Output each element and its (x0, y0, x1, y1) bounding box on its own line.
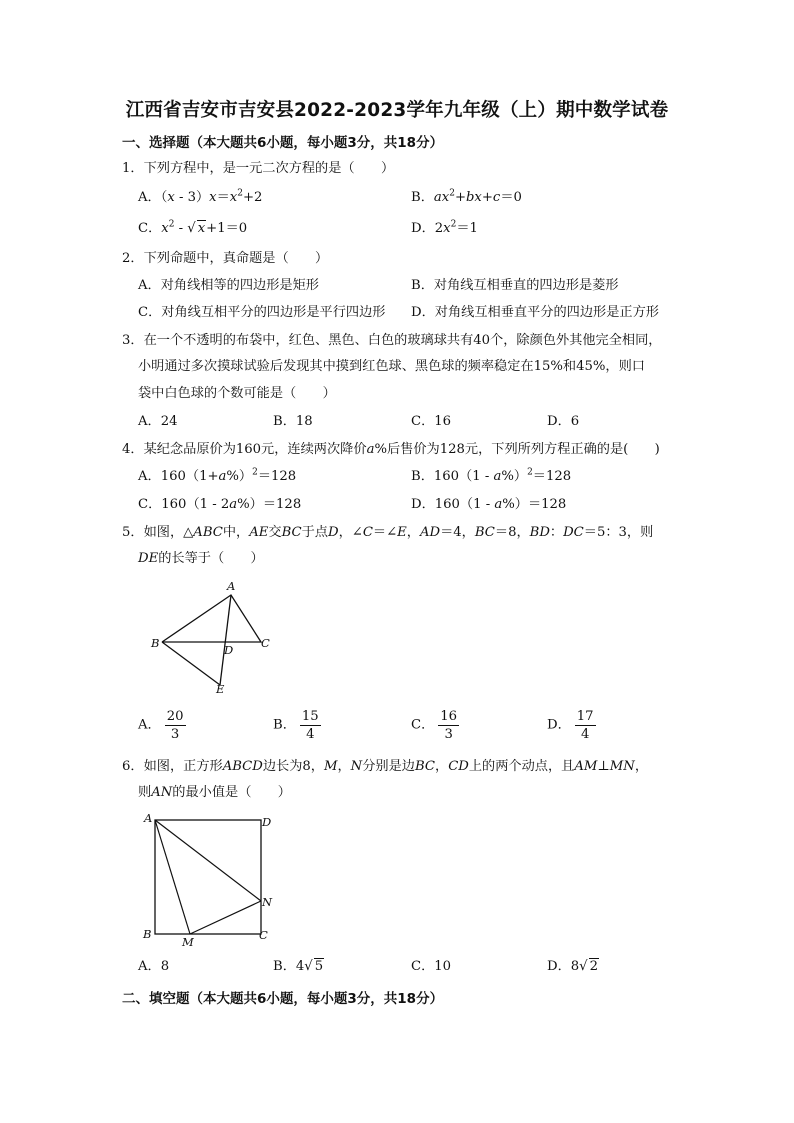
q5-triangle-figure (145, 575, 285, 700)
question-3-line-1: 3．在一个不透明的布袋中，红色、黑色、白色的玻璃球共有40个，除颜色外其他完全相同， (122, 333, 662, 348)
q4-option-b: B．160（1 - a%）$^2$＝128 (411, 467, 572, 484)
question-4-stem: 4．某纪念品原价为160元，连续两次降价a%后售价为128元，下列所列方程正确的是( ) (122, 442, 660, 457)
section-heading-choice: 一、选择题（本大题共6小题，每小题3分，共18分） (122, 135, 444, 151)
q6-segment-am (155, 820, 190, 934)
question-1-stem: 1．下列方程中，是一元二次方程的是（ ） (122, 161, 395, 176)
section-heading-fill-in: 二、填空题（本大题共6小题，每小题3分，共18分） (122, 991, 444, 1007)
exam-title: 江西省吉安市吉安县2022-2023学年九年级（上）期中数学试卷 (125, 100, 669, 121)
q4-option-c: C．160（1 - 2a%）＝128 (138, 497, 302, 512)
q6-option-d: D．8√ 2 (547, 959, 598, 974)
q6-label-d: D (262, 815, 272, 829)
q5-option-c: C． $\frac{16}{3}$ (411, 709, 458, 742)
q1-option-c: C．$x^2$ - √ x+1＝0 (138, 219, 248, 236)
q6-label-n: N (262, 895, 273, 909)
q5-label-e: E (216, 682, 225, 696)
q5-option-d: D． $\frac{17}{4}$ (547, 709, 594, 742)
q3-option-a: A．24 (138, 414, 178, 429)
q5-label-a: A (227, 579, 236, 593)
question-5-line-1: 5．如图，△ABC中，AE交BC于点D，∠C＝∠E，AD＝4，BC＝8，BD：DC＝5：3，则 (122, 525, 654, 540)
q3-option-b: B．18 (273, 414, 313, 429)
q5-label-c: C (261, 636, 270, 650)
q6-square-abcd (155, 820, 261, 934)
q5-triangle-lines (162, 595, 261, 642)
q5-label-b: B (151, 636, 160, 650)
q2-option-a: A．对角线相等的四边形是矩形 (138, 278, 319, 293)
q6-label-m: M (182, 935, 194, 949)
q6-option-a: A．8 (138, 959, 170, 974)
q5-option-b: B． $\frac{15}{4}$ (273, 709, 319, 742)
q6-label-b: B (143, 927, 152, 941)
q4-option-a: A．$160(1+a\%)^2=128$ (138, 467, 297, 484)
question-3-line-2: 小明通过多次摸球试验后发现其中摸到红色球、黑色球的频率稳定在15%和45%，则口 (138, 359, 645, 374)
question-6-line-2: 则AN的最小值是（ ） (138, 785, 291, 800)
q3-option-d: D．6 (547, 414, 580, 429)
q2-option-b: B．对角线互相垂直的四边形是菱形 (411, 278, 619, 293)
q2-option-c: C．对角线互相平分的四边形是平行四边形 (138, 305, 386, 320)
q1-option-a: A．$(x - 3)x=x^2+2$ (138, 188, 263, 205)
question-3-line-3: 袋中白色球的个数可能是（ ） (138, 386, 336, 401)
q6-label-c: C (259, 928, 268, 942)
q6-label-a: A (144, 811, 153, 825)
q6-segment-mn (190, 901, 261, 934)
q6-option-b: B．4√ 5 (273, 959, 324, 974)
q5-option-a: A． $\frac{20}{3}$ (138, 709, 184, 742)
q3-option-c: C．16 (411, 414, 452, 429)
q5-segment-be (162, 642, 220, 685)
question-2-stem: 2．下列命题中，真命题是（ ） (122, 251, 329, 266)
q1-option-d: D．$2x^2=1$ (411, 219, 478, 236)
question-5-line-2: DE的长等于（ ） (138, 551, 264, 566)
q5-segment-ae (220, 595, 234, 685)
question-6-line-1: 6．如图，正方形ABCD边长为8，M，N分别是边BC，CD上的两个动点，且AM⊥MN， (122, 759, 649, 774)
q2-option-d: D．对角线互相垂直平分的四边形是正方形 (411, 305, 659, 320)
q5-label-d: D (224, 643, 234, 657)
q6-segment-an (155, 820, 261, 901)
q1-option-b: B．$ax^2+bx+c=0$ (411, 188, 522, 205)
q6-square-figure (140, 808, 280, 948)
q4-option-d: D．160（1 - a%）＝128 (411, 497, 567, 512)
q6-option-c: C．10 (411, 959, 452, 974)
